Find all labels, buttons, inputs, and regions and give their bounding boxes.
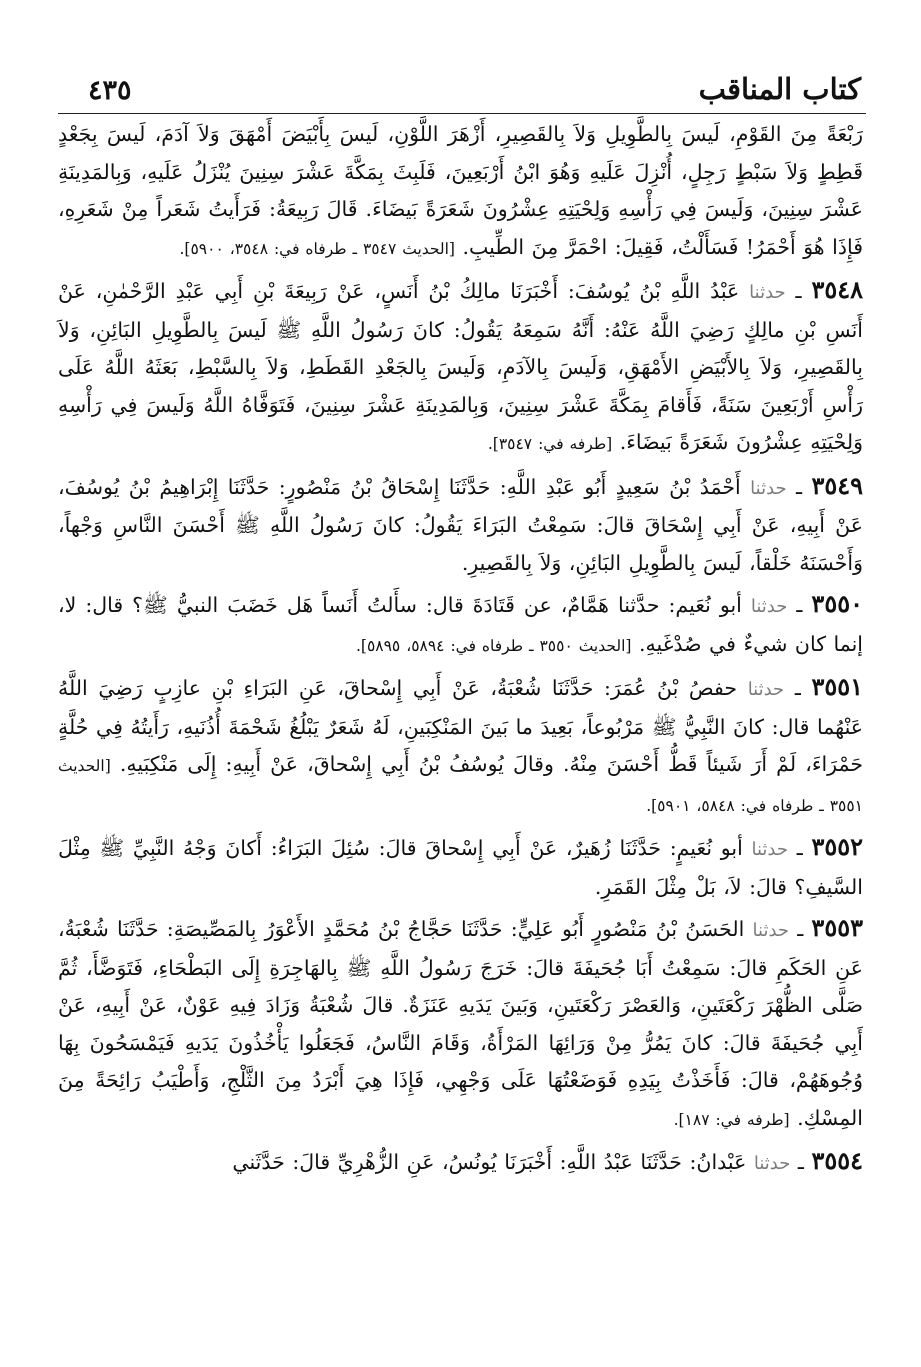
hadith-opening: حدثنا	[753, 1153, 791, 1174]
hadith-reference: [طرفه في: ١٨٧].	[673, 1110, 790, 1129]
header-rule	[58, 113, 866, 114]
hadith-paragraph: ٣٥٥٠ ـ حدثنا أبو نُعَيم: حدَّثنا هَمَّامٌ، عن قَتَادَةَ قال: سأَلتُ أَنَساً هَل خَضَبَ النبيُّ ﷺ؟ قال: لا، إنما كان شيءٌ في صُدْغَيهِ. [الحديث ٣٥٥٠ ـ طرفاه في: ٥٨٩٤، ٥٨٩٥].	[58, 589, 863, 656]
book-title: كتاب المناقب	[698, 72, 861, 106]
hadith-number: ٣٥٥٢	[811, 832, 863, 861]
hadith-paragraph: ٣٥٤٩ ـ حدثنا أَحْمَدُ بْنُ سَعِيدٍ أَبُو عَبْدِ اللَّهِ: حَدَّثَنَا إِسْحَاقُ بْنُ مَنْصُورٍ: حَدَّثَنَا إِبْرَاهِيمُ بْنُ يُوسُفَ، عَنْ أَبِيهِ، عَنْ أَبِي إِسْحَاقَ قالَ: سَمِعْتُ البَرَاءَ يَقُولُ: كانَ رَسُولُ اللَّهِ ﷺ أَحْسَنَ النَّاسِ وَجْهاً، وَأَحْسَنَهُ خَلْقاً، لَيسَ بِالطَّوِيلِ البَائِنِ، وَلاَ بِالقَصِيرِ.	[58, 470, 863, 575]
hadith-reference: [الحديث ٣٥٤٧ ـ طرفاه في: ٣٥٤٨، ٥٩٠٠].	[179, 239, 455, 258]
hadith-reference: [طرفه في: ٣٥٤٧].	[487, 435, 613, 453]
hadith-paragraph: ٣٥٥٣ ـ حدثنا الحَسَنُ بْنُ مَنْصُورٍ أَبُو عَلِيٍّ: حَدَّثَنَا حَجَّاجُ بْنُ مُحَمَّدٍ الأَعْوَرُ بِالمَصِّيصَةِ: حَدَّثَنَا شُعْبَةُ، عَنِ الحَكَمِ قالَ: سَمِعْتُ أَبَا جُحَيفَةَ قالَ: خَرَجَ رَسُولُ اللَّهِ ﷺ بِالهَاجِرَةِ إِلَى البَطْحَاءِ، فَتَوَضَّأَ، ثُمَّ صَلَّى الظُّهْرَ رَكْعَتَينِ، وَالعَصْرَ رَكْعَتَينِ، وَبَينَ يَدَيهِ عَنَزَةٌ. قالَ شُعْبَةُ وَزَادَ فِيهِ عَوْنٌ، عَنْ أَبِيهِ، عَنْ أَبِي جُحَيفَةَ قالَ: كانَ يَمُرُّ مِنْ وَرَائِهَا المَرْأَةُ، وَقَامَ النَّاسُ، فَجَعَلُوا يَأْخُذُونَ يَدَيهِ فَيَمْسَحُونَ بِهَا وُجُوهَهُمْ، قالَ: فَأَخَذْتُ بِيَدِهِ فَوَضَعْتُهَا عَلَى وَجْهِي، فَإِذَا هِيَ أَبْرَدُ مِنَ الثَّلْجِ، وَأَطْيَبُ رَائِحَةً مِنَ المِسْكِ. [طرفه في: ١٨٧].	[58, 913, 863, 1130]
hadith-opening: حدثنا	[751, 839, 789, 860]
page-header	[88, 56, 861, 106]
hadith-text: حفصُ بْنُ عُمَرَ: حَدَّثَنَا شُعْبَةُ، عَنْ أَبِي إِسْحاقَ، عَنِ البَرَاءِ بْنِ عازِبٍ رَضِيَ اللَّهُ عَنْهُما قال: كانَ النَّبِيُّ ﷺ مَرْبُوعاً، بَعِيدَ ما بَينَ المَنْكِبَينِ، لَهُ شَعَرٌ يَبْلُغُ شَحْمَةَ أُذُنَيهِ، رَأَيتُهُ فِي حُلَّةٍ حَمْرَاءَ، لَمْ أَرَ شَيئاً قَطُّ أَحْسَنَ مِنْهُ. وقالَ يُوسُفُ بْنُ أَبِي إِسْحاقَ، عَنْ أَبِيهِ: إِلَى مَنْكِبَيهِ.	[58, 676, 863, 776]
hadith-text: عَبْدانُ: حَدَّثَنَا عَبْدُ اللَّهِ: أَخْبَرَنَا يُونُسُ، عَنِ الزُّهْرِيِّ قالَ: حَدَّثَني	[232, 1150, 747, 1174]
page-body	[58, 116, 863, 1183]
hadith-paragraph	[58, 116, 863, 268]
hadith-text: عَبْدُ اللَّهِ بْنُ يُوسُفَ: أَخْبَرَنَا مالِكُ بْنُ أَنَسٍ، عَنْ رَبِيعَةَ بْنِ أَبِي عَبْدِ الرَّحْمٰنِ، عَنْ أَنَسِ بْنِ مالِكٍ رَضِيَ اللَّهُ عَنْهُ: أَنَّهُ سَمِعَهُ يَقُولُ: كانَ رَسُولُ اللَّهِ ﷺ لَيسَ بِالطَّوِيلِ البَائِنِ، وَلاَ بِالقَصِيرِ، وَلاَ بِالأَبْيَضِ الأَمْهَقِ، وَلَيسَ بِالآدَمِ، وَلَيسَ بِالجَعْدِ القَطَطِ، وَلاَ بِالسَّبْطِ، بَعَثَهُ اللَّهُ عَلَى رَأْسِ أَرْبَعِينَ سَنَةً، فَأَقامَ بِمَكَّةَ عَشْرَ سِنِينَ، وَبِالمَدِينَةِ عَشْرَ سِنِينَ، فَتَوَفَّاهُ اللَّهُ وَلَيسَ فِي رَأْسِهِ وَلِحْيَتِهِ عِشْرُونَ شَعَرَةً بَيضَاءَ.	[58, 279, 863, 454]
hadith-opening: حدثنا	[749, 282, 786, 303]
hadith-number: ٣٥٥١	[811, 672, 863, 701]
hadith-text: أَحْمَدُ بْنُ سَعِيدٍ أَبُو عَبْدِ اللَّهِ: حَدَّثَنَا إِسْحَاقُ بْنُ مَنْصُورٍ: حَدَّثَنَا إِبْرَاهِيمُ بْنُ يُوسُفَ، عَنْ أَبِيهِ، عَنْ أَبِي إِسْحَاقَ قالَ: سَمِعْتُ البَرَاءَ يَقُولُ: كانَ رَسُولُ اللَّهِ ﷺ أَحْسَنَ النَّاسِ وَجْهاً، وَأَحْسَنَهُ خَلْقاً، لَيسَ بِالطَّوِيلِ البَائِنِ، وَلاَ بِالقَصِيرِ.	[58, 474, 863, 575]
hadith-paragraph: ٣٥٥١ ـ حدثنا حفصُ بْنُ عُمَرَ: حَدَّثَنَا شُعْبَةُ، عَنْ أَبِي إِسْحاقَ، عَنِ البَرَاءِ بْنِ عازِبٍ رَضِيَ اللَّهُ عَنْهُما قال: كانَ النَّبِيُّ ﷺ مَرْبُوعاً، بَعِيدَ ما بَينَ المَنْكِبَينِ، لَهُ شَعَرٌ يَبْلُغُ شَحْمَةَ أُذُنَيهِ، رَأَيتُهُ فِي حُلَّةٍ حَمْرَاءَ، لَمْ أَرَ شَيئاً قَطُّ أَحْسَنَ مِنْهُ. وقالَ يُوسُفُ بْنُ أَبِي إِسْحاقَ، عَنْ أَبِيهِ: إِلَى مَنْكِبَيهِ. [الحديث ٣٥٥١ ـ طرفاه في: ٥٨٤٨، ٥٩٠١].	[58, 672, 863, 815]
hadith-opening: حدثنا	[750, 596, 788, 617]
hadith-number: ٣٥٤٨	[811, 275, 863, 304]
hadith-text: أبو نُعَيمٍ: حَدَّثَنَا زُهَيرٌ، عَنْ أَبِي إِسْحاقَ قالَ: سُئِلَ البَرَاءُ: أَكانَ وَجْهُ النَّبِيِّ ﷺ مِثْلَ السَّيفِ؟ قالَ: لاَ، بَلْ مِثْلَ القَمَرِ.	[58, 836, 863, 899]
hadith-number: ٣٥٥٠	[811, 589, 863, 618]
hadith-paragraph: ٣٥٥٤ ـ حدثنا عَبْدانُ: حَدَّثَنَا عَبْدُ اللَّهِ: أَخْبَرَنَا يُونُسُ، عَنِ الزُّهْرِيِّ قالَ: حَدَّثَني	[232, 1146, 863, 1175]
hadith-reference: [الحديث ٣٥٥١ ـ طرفاه في: ٥٨٤٨، ٥٩٠١].	[58, 757, 863, 815]
hadith-paragraph: ٣٥٤٨ ـ حدثنا عَبْدُ اللَّهِ بْنُ يُوسُفَ: أَخْبَرَنَا مالِكُ بْنُ أَنَسٍ، عَنْ رَبِيعَةَ بْنِ أَبِي عَبْدِ الرَّحْمٰنِ، عَنْ أَنَسِ بْنِ مالِكٍ رَضِيَ اللَّهُ عَنْهُ: أَنَّهُ سَمِعَهُ يَقُولُ: كانَ رَسُولُ اللَّهِ ﷺ لَيسَ بِالطَّوِيلِ البَائِنِ، وَلاَ بِالقَصِيرِ، وَلاَ بِالأَبْيَضِ الأَمْهَقِ، وَلَيسَ بِالآدَمِ، وَلَيسَ بِالجَعْدِ القَطَطِ، وَلاَ بِالسَّبْطِ، بَعَثَهُ اللَّهُ عَلَى رَأْسِ أَرْبَعِينَ سَنَةً، فَأَقامَ بِمَكَّةَ عَشْرَ سِنِينَ، وَبِالمَدِينَةِ عَشْرَ سِنِينَ، فَتَوَفَّاهُ اللَّهُ وَلَيسَ فِي رَأْسِهِ وَلِحْيَتِهِ عِشْرُونَ شَعَرَةً بَيضَاءَ. [طرفه في: ٣٥٤٧].	[58, 275, 863, 454]
hadith-text: الحَسَنُ بْنُ مَنْصُورٍ أَبُو عَلِيٍّ: حَدَّثَنَا حَجَّاجُ بْنُ مُحَمَّدٍ الأَعْوَرُ بِالمَصِّيصَةِ: حَدَّثَنَا شُعْبَةُ، عَنِ الحَكَمِ قالَ: سَمِعْتُ أَبَا جُحَيفَةَ قالَ: خَرَجَ رَسُولُ اللَّهِ ﷺ بِالهَاجِرَةِ إِلَى البَطْحَاءِ، فَتَوَضَّأَ، ثُمَّ صَلَّى الظُّهْرَ رَكْعَتَينِ، وَالعَصْرَ رَكْعَتَينِ، وَبَينَ يَدَيهِ عَنَزَةٌ. قالَ شُعْبَةُ وَزَادَ فِيهِ عَوْنٌ، عَنْ أَبِيهِ، عَنْ أَبِي جُحَيفَةَ قالَ: كانَ يَمُرُّ مِنْ وَرَائِهَا المَرْأَةُ، وَقَامَ النَّاسُ، فَجَعَلُوا يَأْخُذُونَ يَدَيهِ فَيَمْسَحُونَ بِهَا وُجُوهَهُمْ، قالَ: فَأَخَذْتُ بِيَدِهِ فَوَضَعْتُهَا عَلَى وَجْهِي، فَإِذَا هِيَ أَبْرَدُ مِنَ الثَّلْجِ، وَأَطْيَبُ رَائِحَةً مِنَ المِسْكِ.	[58, 917, 863, 1130]
hadith-opening: حدثنا	[750, 477, 787, 499]
hadith-number: ٣٥٤٩	[811, 470, 863, 500]
hadith-paragraph: ٣٥٥٢ ـ حدثنا أبو نُعَيمٍ: حَدَّثَنَا زُهَيرٌ، عَنْ أَبِي إِسْحاقَ قالَ: سُئِلَ البَرَاءُ: أَكانَ وَجْهُ النَّبِيِّ ﷺ مِثْلَ السَّيفِ؟ قالَ: لاَ، بَلْ مِثْلَ القَمَرِ.	[58, 832, 863, 899]
hadith-text: رَبْعَةً مِنَ القَوْمِ، لَيسَ بِالطَّوِيلِ وَلاَ بِالقَصِيرِ، أَزْهَرَ اللَّوْنِ، لَيسَ بِأَبْيَضَ أَمْهَقَ وَلاَ آدَمَ، لَيسَ بِجَعْدٍ قَطِطٍ وَلاَ سَبْطٍ رَجِلٍ، أُنْزِلَ عَلَيهِ وَهُوَ ابْنُ أَرْبَعِينَ، فَلَبِثَ بِمَكَّةَ عَشْرَ سِنِينَ يُنْزَلُ عَلَيهِ، وَبِالمَدِينَةِ عَشْرَ سِنِينَ، وَلَيسَ فِي رَأْسِهِ وَلِحْيَتِهِ عِشْرُونَ شَعَرَةً بَيضَاءَ. قَالَ رَبِيعَةُ: فَرَأَيتُ شَعَراً مِنْ شَعَرِهِ، فَإِذَا هُوَ أَحْمَرُ! فَسَأَلْتُ، فَقِيلَ: احْمَرَّ مِنَ الطِّيبِ.	[58, 122, 863, 259]
hadith-number: ٣٥٥٣	[811, 913, 863, 942]
hadith-text: أبو نُعَيم: حدَّثنا هَمَّامٌ، عن قَتَادَةَ قال: سأَلتُ أَنَساً هَل خَضَبَ النبيُّ ﷺ؟ قال: لا، إنما كان شيءٌ في صُدْغَيهِ.	[58, 593, 863, 656]
hadith-opening: حدثنا	[752, 920, 790, 941]
hadith-number: ٣٥٥٤	[811, 1146, 863, 1175]
hadith-opening: حدثنا	[747, 679, 785, 700]
page-number: ٤٣٥	[88, 75, 132, 106]
hadith-reference: [الحديث ٣٥٥٠ ـ طرفاه في: ٥٨٩٤، ٥٨٩٥].	[355, 636, 632, 655]
